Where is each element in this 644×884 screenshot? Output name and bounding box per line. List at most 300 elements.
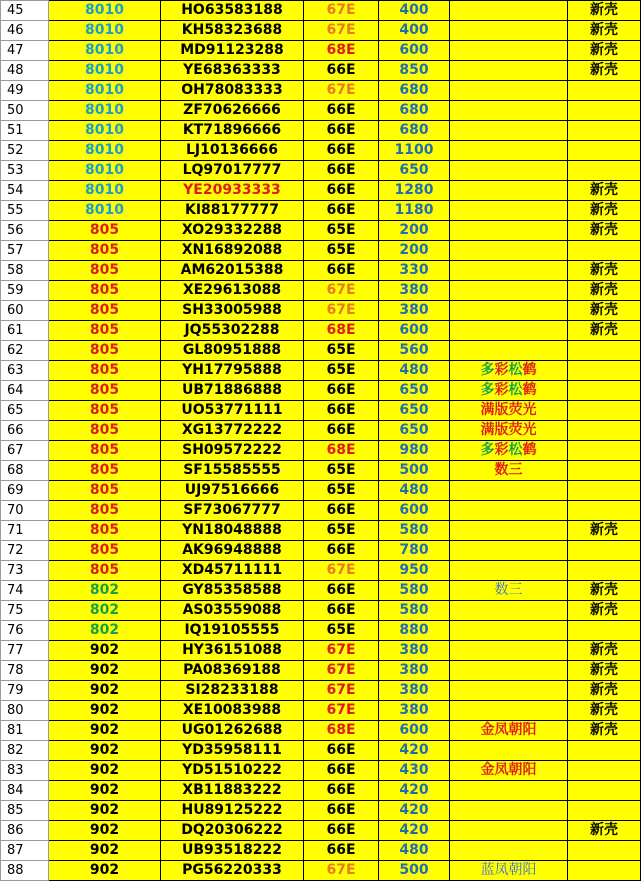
cell-code[interactable]: SF15585555 [161, 461, 304, 481]
cell-price[interactable]: 200 [379, 221, 450, 241]
cell-note[interactable] [450, 321, 568, 341]
cell-code[interactable]: UG01262688 [161, 721, 304, 741]
row-number[interactable]: 69 [1, 481, 49, 501]
cell-tag[interactable] [568, 741, 641, 761]
row-number[interactable]: 45 [1, 1, 49, 21]
cell-note[interactable] [450, 41, 568, 61]
cell-tag[interactable] [568, 121, 641, 141]
cell-code[interactable]: AS03559088 [161, 601, 304, 621]
cell-prefix[interactable]: 902 [49, 701, 161, 721]
row-number[interactable]: 60 [1, 301, 49, 321]
cell-prefix[interactable]: 805 [49, 421, 161, 441]
cell-note[interactable] [450, 401, 568, 421]
cell-prefix[interactable]: 805 [49, 301, 161, 321]
cell-tag[interactable] [568, 781, 641, 801]
row-number[interactable]: 64 [1, 381, 49, 401]
cell-prefix[interactable]: 8010 [49, 81, 161, 101]
row-number[interactable]: 62 [1, 341, 49, 361]
cell-note[interactable] [450, 281, 568, 301]
row-number[interactable]: 74 [1, 581, 49, 601]
cell-price[interactable]: 380 [379, 661, 450, 681]
cell-price[interactable]: 480 [379, 841, 450, 861]
cell-price[interactable]: 880 [379, 621, 450, 641]
cell-code[interactable]: YE68363333 [161, 61, 304, 81]
cell-prefix[interactable]: 902 [49, 721, 161, 741]
cell-code[interactable]: SI28233188 [161, 681, 304, 701]
row-number[interactable]: 56 [1, 221, 49, 241]
cell-note[interactable] [450, 161, 568, 181]
cell-note[interactable] [450, 581, 568, 601]
cell-prefix[interactable]: 902 [49, 681, 161, 701]
cell-note[interactable] [450, 381, 568, 401]
cell-type[interactable]: 68E [304, 441, 379, 461]
cell-code[interactable]: XE10083988 [161, 701, 304, 721]
cell-prefix[interactable]: 902 [49, 861, 161, 881]
row-number[interactable]: 58 [1, 261, 49, 281]
cell-tag[interactable]: 新壳 [568, 701, 641, 721]
cell-note[interactable] [450, 861, 568, 881]
row-number[interactable]: 50 [1, 101, 49, 121]
cell-price[interactable]: 650 [379, 161, 450, 181]
cell-tag[interactable] [568, 461, 641, 481]
cell-type[interactable]: 68E [304, 321, 379, 341]
cell-tag[interactable] [568, 341, 641, 361]
cell-code[interactable]: YD51510222 [161, 761, 304, 781]
cell-code[interactable]: SH09572222 [161, 441, 304, 461]
cell-code[interactable]: JQ55302288 [161, 321, 304, 341]
cell-code[interactable]: AM62015388 [161, 261, 304, 281]
cell-prefix[interactable]: 802 [49, 601, 161, 621]
row-number[interactable]: 84 [1, 781, 49, 801]
cell-note[interactable] [450, 441, 568, 461]
cell-code[interactable]: SF73067777 [161, 501, 304, 521]
cell-type[interactable]: 66E [304, 781, 379, 801]
cell-note[interactable] [450, 601, 568, 621]
cell-code[interactable]: YD35958111 [161, 741, 304, 761]
cell-type[interactable]: 67E [304, 21, 379, 41]
cell-note[interactable] [450, 681, 568, 701]
cell-type[interactable]: 65E [304, 221, 379, 241]
cell-note[interactable] [450, 841, 568, 861]
cell-type[interactable]: 67E [304, 281, 379, 301]
cell-price[interactable]: 650 [379, 421, 450, 441]
row-number[interactable]: 71 [1, 521, 49, 541]
row-number[interactable]: 79 [1, 681, 49, 701]
cell-type[interactable]: 66E [304, 801, 379, 821]
cell-tag[interactable]: 新壳 [568, 821, 641, 841]
cell-type[interactable]: 66E [304, 381, 379, 401]
cell-code[interactable]: KH58323688 [161, 21, 304, 41]
cell-price[interactable]: 680 [379, 101, 450, 121]
cell-code[interactable]: DQ20306222 [161, 821, 304, 841]
cell-note[interactable] [450, 501, 568, 521]
cell-code[interactable]: PA08369188 [161, 661, 304, 681]
cell-tag[interactable]: 新壳 [568, 301, 641, 321]
cell-tag[interactable] [568, 621, 641, 641]
cell-tag[interactable]: 新壳 [568, 181, 641, 201]
cell-prefix[interactable]: 805 [49, 481, 161, 501]
cell-prefix[interactable]: 902 [49, 781, 161, 801]
cell-tag[interactable] [568, 381, 641, 401]
row-number[interactable]: 61 [1, 321, 49, 341]
row-number[interactable]: 54 [1, 181, 49, 201]
cell-price[interactable]: 400 [379, 1, 450, 21]
cell-prefix[interactable]: 902 [49, 821, 161, 841]
cell-price[interactable]: 420 [379, 741, 450, 761]
cell-tag[interactable]: 新壳 [568, 41, 641, 61]
cell-code[interactable]: YH17795888 [161, 361, 304, 381]
cell-prefix[interactable]: 805 [49, 441, 161, 461]
cell-price[interactable]: 380 [379, 701, 450, 721]
cell-prefix[interactable]: 802 [49, 621, 161, 641]
cell-note[interactable] [450, 701, 568, 721]
row-number[interactable]: 72 [1, 541, 49, 561]
row-number[interactable]: 51 [1, 121, 49, 141]
cell-note[interactable] [450, 521, 568, 541]
cell-price[interactable]: 600 [379, 321, 450, 341]
cell-type[interactable]: 66E [304, 101, 379, 121]
cell-price[interactable]: 380 [379, 681, 450, 701]
cell-price[interactable]: 500 [379, 861, 450, 881]
cell-prefix[interactable]: 8010 [49, 201, 161, 221]
cell-type[interactable]: 66E [304, 61, 379, 81]
cell-price[interactable]: 650 [379, 381, 450, 401]
cell-type[interactable]: 66E [304, 761, 379, 781]
cell-note[interactable] [450, 21, 568, 41]
cell-type[interactable]: 67E [304, 641, 379, 661]
cell-tag[interactable] [568, 501, 641, 521]
cell-type[interactable]: 66E [304, 401, 379, 421]
row-number[interactable]: 57 [1, 241, 49, 261]
cell-note[interactable] [450, 341, 568, 361]
cell-price[interactable]: 200 [379, 241, 450, 261]
cell-code[interactable]: OH78083333 [161, 81, 304, 101]
row-number[interactable]: 46 [1, 21, 49, 41]
cell-type[interactable]: 65E [304, 461, 379, 481]
cell-type[interactable]: 66E [304, 201, 379, 221]
cell-price[interactable]: 950 [379, 561, 450, 581]
cell-note[interactable] [450, 741, 568, 761]
cell-tag[interactable]: 新壳 [568, 641, 641, 661]
cell-tag[interactable] [568, 841, 641, 861]
cell-type[interactable]: 65E [304, 521, 379, 541]
cell-type[interactable]: 67E [304, 701, 379, 721]
cell-price[interactable]: 600 [379, 41, 450, 61]
cell-code[interactable]: LJ10136666 [161, 141, 304, 161]
cell-tag[interactable] [568, 441, 641, 461]
cell-tag[interactable] [568, 101, 641, 121]
row-number[interactable]: 83 [1, 761, 49, 781]
row-number[interactable]: 75 [1, 601, 49, 621]
row-number[interactable]: 76 [1, 621, 49, 641]
cell-code[interactable]: XN16892088 [161, 241, 304, 261]
cell-code[interactable]: LQ97017777 [161, 161, 304, 181]
cell-price[interactable]: 600 [379, 501, 450, 521]
cell-note[interactable] [450, 761, 568, 781]
cell-price[interactable]: 650 [379, 401, 450, 421]
cell-tag[interactable]: 新壳 [568, 281, 641, 301]
cell-code[interactable]: HO63583188 [161, 1, 304, 21]
cell-prefix[interactable]: 8010 [49, 101, 161, 121]
cell-code[interactable]: UB71886888 [161, 381, 304, 401]
row-number[interactable]: 66 [1, 421, 49, 441]
cell-type[interactable]: 66E [304, 581, 379, 601]
cell-tag[interactable] [568, 481, 641, 501]
cell-price[interactable]: 580 [379, 581, 450, 601]
cell-type[interactable]: 66E [304, 261, 379, 281]
cell-note[interactable] [450, 201, 568, 221]
cell-note[interactable] [450, 221, 568, 241]
cell-prefix[interactable]: 902 [49, 741, 161, 761]
cell-note[interactable] [450, 801, 568, 821]
cell-note[interactable] [450, 721, 568, 741]
row-number[interactable]: 47 [1, 41, 49, 61]
cell-tag[interactable] [568, 761, 641, 781]
cell-note[interactable] [450, 361, 568, 381]
cell-prefix[interactable]: 902 [49, 801, 161, 821]
cell-code[interactable]: AK96948888 [161, 541, 304, 561]
cell-price[interactable]: 420 [379, 821, 450, 841]
row-number[interactable]: 81 [1, 721, 49, 741]
cell-prefix[interactable]: 805 [49, 281, 161, 301]
cell-type[interactable]: 66E [304, 421, 379, 441]
cell-prefix[interactable]: 802 [49, 581, 161, 601]
row-number[interactable]: 77 [1, 641, 49, 661]
row-number[interactable]: 63 [1, 361, 49, 381]
cell-price[interactable]: 1180 [379, 201, 450, 221]
cell-type[interactable]: 67E [304, 661, 379, 681]
cell-note[interactable] [450, 641, 568, 661]
cell-price[interactable]: 420 [379, 801, 450, 821]
cell-tag[interactable] [568, 561, 641, 581]
cell-prefix[interactable]: 8010 [49, 121, 161, 141]
cell-code[interactable]: SH33005988 [161, 301, 304, 321]
cell-tag[interactable]: 新壳 [568, 321, 641, 341]
cell-code[interactable]: HU89125222 [161, 801, 304, 821]
cell-code[interactable]: XD45711111 [161, 561, 304, 581]
cell-note[interactable] [450, 621, 568, 641]
cell-tag[interactable]: 新壳 [568, 61, 641, 81]
cell-prefix[interactable]: 902 [49, 661, 161, 681]
row-number[interactable]: 65 [1, 401, 49, 421]
cell-tag[interactable] [568, 81, 641, 101]
cell-type[interactable]: 65E [304, 341, 379, 361]
row-number[interactable]: 67 [1, 441, 49, 461]
cell-note[interactable] [450, 121, 568, 141]
cell-type[interactable]: 66E [304, 841, 379, 861]
cell-prefix[interactable]: 8010 [49, 161, 161, 181]
cell-tag[interactable] [568, 361, 641, 381]
cell-type[interactable]: 67E [304, 81, 379, 101]
cell-code[interactable]: XB11883222 [161, 781, 304, 801]
cell-price[interactable]: 680 [379, 81, 450, 101]
cell-type[interactable]: 66E [304, 121, 379, 141]
cell-code[interactable]: XG13772222 [161, 421, 304, 441]
cell-code[interactable]: GL80951888 [161, 341, 304, 361]
row-number[interactable]: 55 [1, 201, 49, 221]
cell-code[interactable]: UO53771111 [161, 401, 304, 421]
cell-note[interactable] [450, 481, 568, 501]
cell-tag[interactable]: 新壳 [568, 521, 641, 541]
cell-tag[interactable]: 新壳 [568, 601, 641, 621]
cell-prefix[interactable]: 805 [49, 381, 161, 401]
cell-price[interactable]: 580 [379, 601, 450, 621]
cell-type[interactable]: 67E [304, 301, 379, 321]
cell-code[interactable]: YN18048888 [161, 521, 304, 541]
row-number[interactable]: 82 [1, 741, 49, 761]
cell-prefix[interactable]: 8010 [49, 141, 161, 161]
cell-prefix[interactable]: 805 [49, 321, 161, 341]
cell-prefix[interactable]: 805 [49, 561, 161, 581]
cell-price[interactable]: 330 [379, 261, 450, 281]
cell-price[interactable]: 480 [379, 481, 450, 501]
cell-price[interactable]: 600 [379, 721, 450, 741]
cell-tag[interactable]: 新壳 [568, 661, 641, 681]
cell-prefix[interactable]: 8010 [49, 41, 161, 61]
cell-prefix[interactable]: 805 [49, 361, 161, 381]
cell-prefix[interactable]: 902 [49, 641, 161, 661]
cell-prefix[interactable]: 805 [49, 221, 161, 241]
cell-type[interactable]: 65E [304, 481, 379, 501]
cell-prefix[interactable]: 805 [49, 461, 161, 481]
cell-note[interactable] [450, 181, 568, 201]
cell-type[interactable]: 66E [304, 541, 379, 561]
cell-tag[interactable] [568, 541, 641, 561]
cell-note[interactable] [450, 421, 568, 441]
row-number[interactable]: 49 [1, 81, 49, 101]
cell-type[interactable]: 66E [304, 601, 379, 621]
cell-note[interactable] [450, 1, 568, 21]
cell-price[interactable]: 400 [379, 21, 450, 41]
row-number[interactable]: 68 [1, 461, 49, 481]
cell-prefix[interactable]: 805 [49, 261, 161, 281]
cell-tag[interactable]: 新壳 [568, 21, 641, 41]
cell-tag[interactable]: 新壳 [568, 681, 641, 701]
cell-note[interactable] [450, 661, 568, 681]
cell-tag[interactable]: 新壳 [568, 1, 641, 21]
cell-type[interactable]: 68E [304, 41, 379, 61]
row-number[interactable]: 73 [1, 561, 49, 581]
cell-code[interactable]: UJ97516666 [161, 481, 304, 501]
cell-code[interactable]: IQ19105555 [161, 621, 304, 641]
cell-code[interactable]: KT71896666 [161, 121, 304, 141]
row-number[interactable]: 88 [1, 861, 49, 881]
cell-prefix[interactable]: 805 [49, 341, 161, 361]
row-number[interactable]: 53 [1, 161, 49, 181]
cell-code[interactable]: XO29332288 [161, 221, 304, 241]
cell-note[interactable] [450, 81, 568, 101]
cell-code[interactable]: XE29613088 [161, 281, 304, 301]
cell-type[interactable]: 66E [304, 501, 379, 521]
cell-type[interactable]: 65E [304, 241, 379, 261]
row-number[interactable]: 78 [1, 661, 49, 681]
cell-note[interactable] [450, 141, 568, 161]
cell-tag[interactable]: 新壳 [568, 261, 641, 281]
cell-note[interactable] [450, 101, 568, 121]
cell-prefix[interactable]: 8010 [49, 181, 161, 201]
cell-type[interactable]: 67E [304, 561, 379, 581]
cell-tag[interactable]: 新壳 [568, 201, 641, 221]
cell-prefix[interactable]: 8010 [49, 61, 161, 81]
cell-prefix[interactable]: 8010 [49, 21, 161, 41]
cell-tag[interactable] [568, 801, 641, 821]
cell-code[interactable]: PG56220333 [161, 861, 304, 881]
cell-tag[interactable] [568, 861, 641, 881]
cell-prefix[interactable]: 805 [49, 241, 161, 261]
cell-type[interactable]: 66E [304, 741, 379, 761]
cell-type[interactable]: 65E [304, 621, 379, 641]
cell-price[interactable]: 430 [379, 761, 450, 781]
cell-type[interactable]: 65E [304, 361, 379, 381]
cell-code[interactable]: UB93518222 [161, 841, 304, 861]
cell-code[interactable]: YE20933333 [161, 181, 304, 201]
cell-note[interactable] [450, 261, 568, 281]
cell-code[interactable]: GY85358588 [161, 581, 304, 601]
row-number[interactable]: 86 [1, 821, 49, 841]
cell-price[interactable]: 380 [379, 301, 450, 321]
cell-price[interactable]: 1100 [379, 141, 450, 161]
cell-tag[interactable] [568, 141, 641, 161]
cell-prefix[interactable]: 805 [49, 401, 161, 421]
cell-note[interactable] [450, 781, 568, 801]
cell-prefix[interactable]: 805 [49, 501, 161, 521]
cell-price[interactable]: 480 [379, 361, 450, 381]
cell-type[interactable]: 67E [304, 681, 379, 701]
cell-note[interactable] [450, 821, 568, 841]
cell-prefix[interactable]: 805 [49, 521, 161, 541]
cell-tag[interactable] [568, 401, 641, 421]
cell-tag[interactable]: 新壳 [568, 581, 641, 601]
cell-note[interactable] [450, 561, 568, 581]
cell-tag[interactable] [568, 241, 641, 261]
cell-price[interactable]: 380 [379, 281, 450, 301]
cell-price[interactable]: 850 [379, 61, 450, 81]
cell-price[interactable]: 980 [379, 441, 450, 461]
row-number[interactable]: 80 [1, 701, 49, 721]
cell-code[interactable]: KI88177777 [161, 201, 304, 221]
cell-prefix[interactable]: 8010 [49, 1, 161, 21]
cell-tag[interactable]: 新壳 [568, 721, 641, 741]
row-number[interactable]: 48 [1, 61, 49, 81]
cell-type[interactable]: 67E [304, 861, 379, 881]
row-number[interactable]: 59 [1, 281, 49, 301]
cell-type[interactable]: 66E [304, 181, 379, 201]
cell-type[interactable]: 66E [304, 161, 379, 181]
cell-note[interactable] [450, 61, 568, 81]
cell-price[interactable]: 680 [379, 121, 450, 141]
row-number[interactable]: 70 [1, 501, 49, 521]
cell-note[interactable] [450, 541, 568, 561]
row-number[interactable]: 87 [1, 841, 49, 861]
cell-price[interactable]: 560 [379, 341, 450, 361]
cell-type[interactable]: 68E [304, 721, 379, 741]
cell-note[interactable] [450, 461, 568, 481]
cell-tag[interactable]: 新壳 [568, 221, 641, 241]
cell-code[interactable]: ZF70626666 [161, 101, 304, 121]
cell-type[interactable]: 66E [304, 821, 379, 841]
cell-note[interactable] [450, 241, 568, 261]
cell-prefix[interactable]: 805 [49, 541, 161, 561]
row-number[interactable]: 85 [1, 801, 49, 821]
cell-price[interactable]: 580 [379, 521, 450, 541]
cell-type[interactable]: 66E [304, 141, 379, 161]
cell-price[interactable]: 1280 [379, 181, 450, 201]
cell-price[interactable]: 780 [379, 541, 450, 561]
row-number[interactable]: 52 [1, 141, 49, 161]
cell-prefix[interactable]: 902 [49, 761, 161, 781]
cell-price[interactable]: 420 [379, 781, 450, 801]
cell-note[interactable] [450, 301, 568, 321]
